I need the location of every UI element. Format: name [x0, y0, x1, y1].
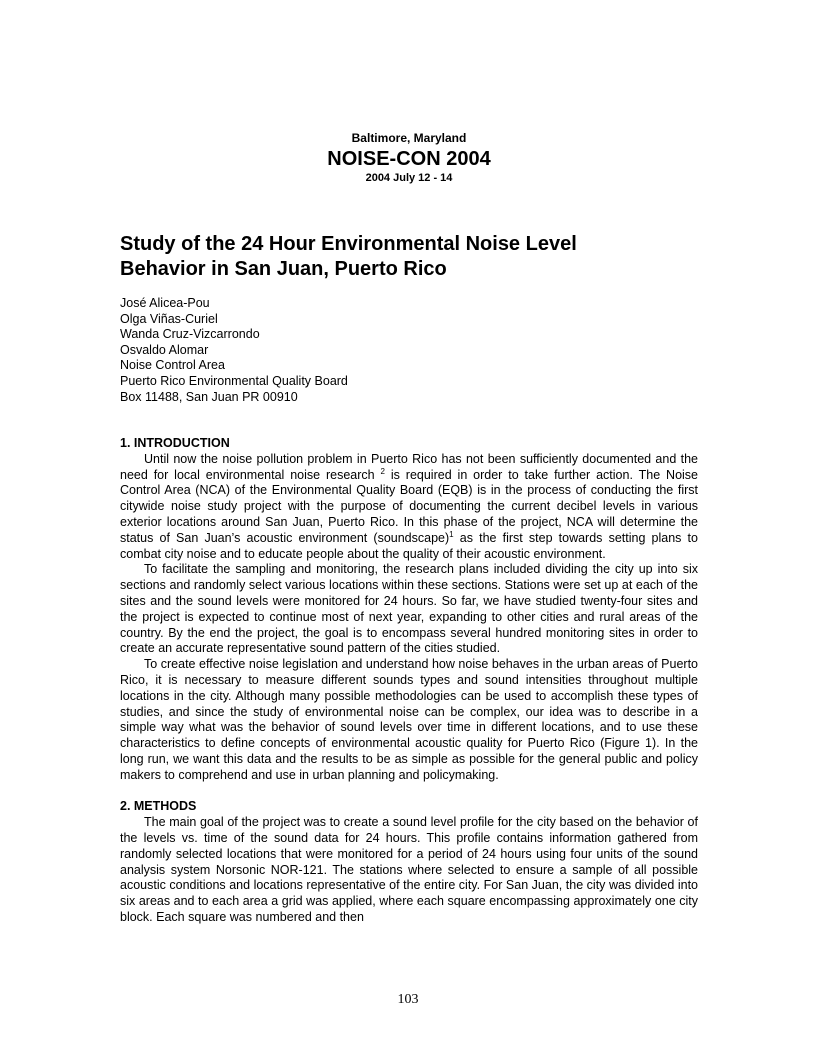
methods-paragraph-1: The main goal of the project was to create a sound level profile for the city based on the behavior of the levels vs. time of the sound data for 24 hours. This profile contains information gathered from randomly selected locations that were monitored for a period of 24 hours using four units of the sound analysis system Norsonic NOR-121. The stations where selected to ensure a sample of all possible acoustic conditions and locations representative of the entire city. For San Juan, the city was divided into six areas and to each area a grid was applied, where each square encompassing approximately one city block. Each square was numbered and then: [120, 815, 698, 924]
intro-paragraph-1: [120, 452, 698, 563]
author-line: José Alicea-Pou: [120, 296, 210, 310]
author-line: Wanda Cruz-Vizcarrondo: [120, 327, 260, 342]
address-line: Box 11488, San Juan PR 00910: [120, 389, 298, 404]
intro-text-b: is required in order to take further action. The Noise Control Area (NCA) of the Environmental Quality Board (EQB) is in the process of conducting the first citywide noise study project with the purpose of documenting the current decibel levels in various exterior locations around San Juan, Puerto Rico. In this phase of the project, NCA will determine the status of San Juan’s acoustic environment (soundscape): [120, 467, 698, 545]
conference-header: [120, 130, 698, 186]
author-line: Olga Viñas-Curiel: [120, 311, 218, 326]
paper-body: [120, 436, 698, 926]
intro-text-a: Until now the noise pollution problem in Puerto Rico has not been sufficiently documented and the need for local environmental noise research: [120, 451, 698, 482]
paper-title: [120, 232, 698, 282]
affiliation-line: Noise Control Area: [120, 358, 225, 373]
section-heading-methods: 2. METHODS: [120, 799, 197, 814]
conference-dates: 2004 July 12 - 14: [365, 172, 453, 184]
intro-text-c: as the first step towards setting plans to combat city noise and to educate people about the quality of their acoustic environment.: [120, 530, 698, 561]
reference-mark: 1: [449, 529, 454, 539]
conference-location: Baltimore, Maryland: [351, 131, 467, 145]
conference-name: NOISE-CON 2004: [327, 148, 491, 170]
paper-title-line-1: Study of the 24 Hour Environmental Noise Level: [120, 233, 577, 255]
page-number: 103: [397, 992, 419, 1007]
section-spacer: [120, 784, 698, 800]
intro-paragraph-3: To create effective noise legislation and understand how noise behaves in the urban areas of Puerto Rico, it is necessary to measure different sounds types and sound intensities throughout multiple locations in the city. Although many possible methodologies can be used to accomplish these types of studies, and since the study of environmental noise can be complex, our idea was to describe in a simple way what was the behavior of sound levels over time in different locations, and to use these characteristics to define concepts of environmental acoustic quality for Puerto Rico (Figure 1). In the long run, we want this data and the results to be as simple as possible for the general public and policy makers to comprehend and use in urban planning and policymaking.: [120, 657, 698, 782]
paper-title-line-2: Behavior in San Juan, Puerto Rico: [120, 258, 447, 280]
intro-paragraph-2: To facilitate the sampling and monitoring, the research plans included dividing the city up into six sections and randomly select various locations within these sections. Stations were set up at each of the sites and the sound levels were monitored for 24 hours. So far, we have studied twenty-four sites and the project is expected to continue most of next year, expanding to other cities and rural areas of the country. By the end the project, the goal is to encompass several hundred monitoring sites in order to create an accurate representative sound pattern of the cities studied.: [120, 562, 698, 656]
affiliation-line: Puerto Rico Environmental Quality Board: [120, 373, 348, 388]
author-block: [120, 296, 698, 405]
reference-mark: 2: [380, 466, 385, 476]
section-heading-introduction: 1. INTRODUCTION: [120, 436, 230, 450]
author-line: Osvaldo Alomar: [120, 342, 209, 357]
